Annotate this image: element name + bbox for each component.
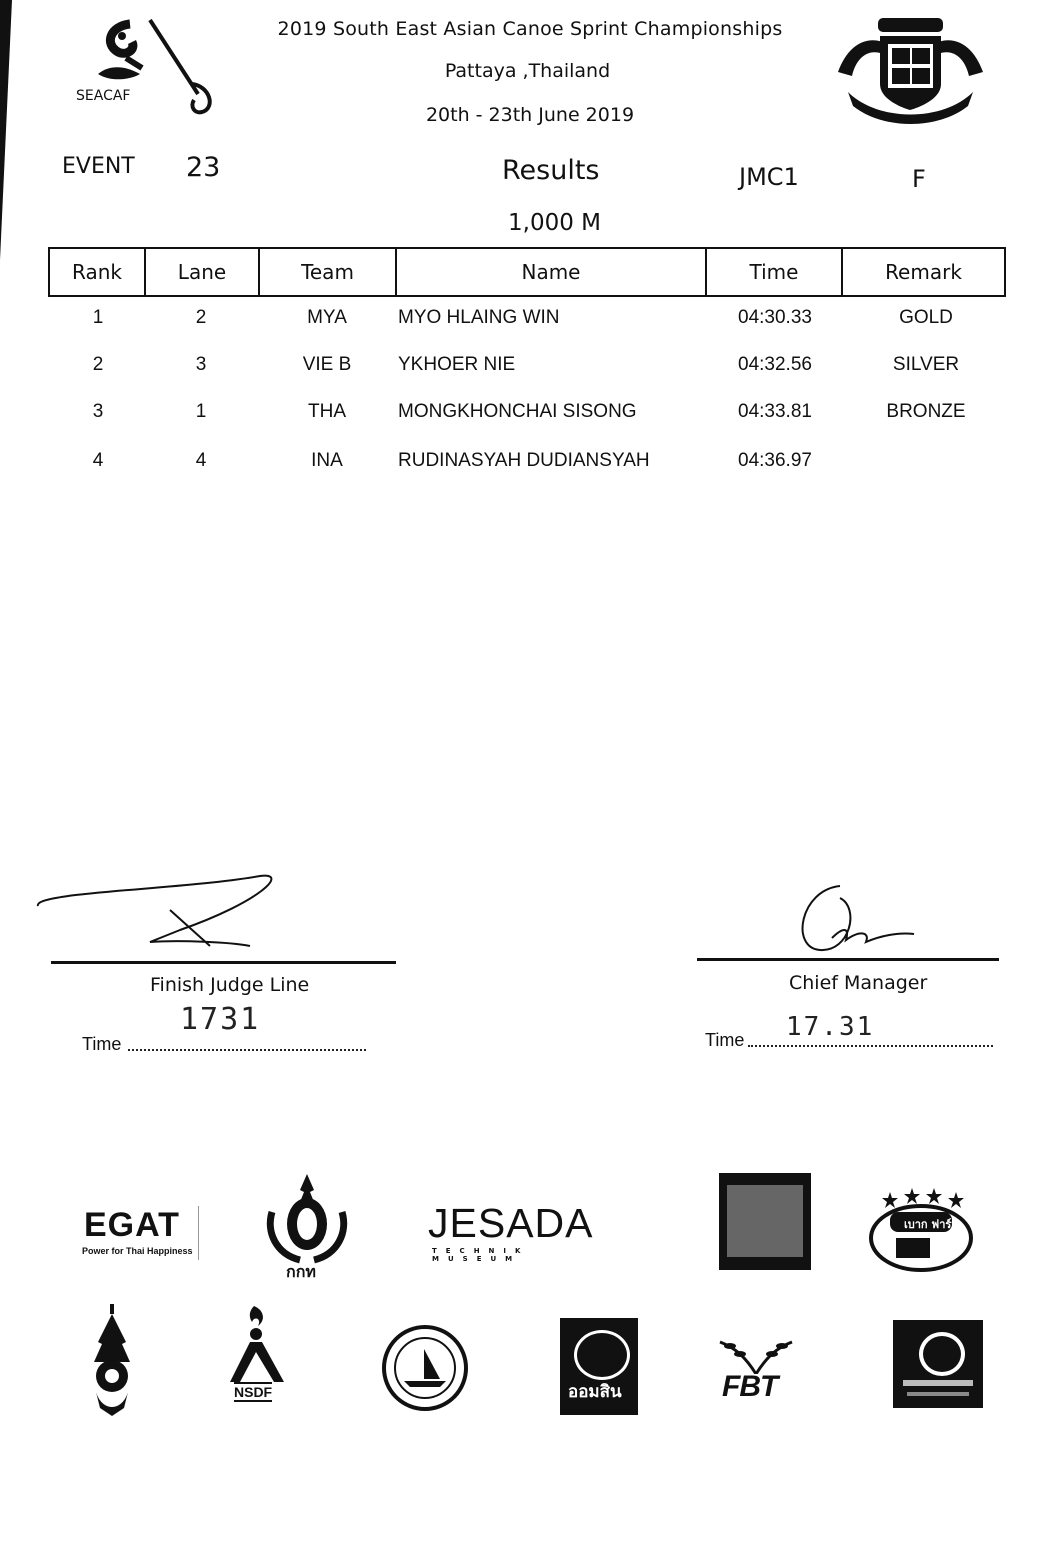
seacaf-logo-text: SEACAF <box>76 88 131 104</box>
event-distance: 1,000 M <box>508 210 601 236</box>
cell-rank: 4 <box>92 450 104 471</box>
cell-lane: 1 <box>195 401 207 422</box>
cell-rank: 1 <box>92 307 104 328</box>
cell-time: 04:36.97 <box>738 450 812 471</box>
finish-judge-time-value: 1731 <box>180 1002 261 1037</box>
chief-manager-time-dots <box>748 1045 993 1047</box>
seacaf-emblem-icon <box>70 14 230 124</box>
table-row <box>0 401 1053 431</box>
kbank-caption-bar-2 <box>907 1392 969 1396</box>
crest-icon <box>828 14 993 126</box>
cell-lane: 2 <box>195 307 207 328</box>
cell-remark: BRONZE <box>886 401 966 422</box>
results-title: Results <box>502 155 600 186</box>
omsin-bank-logo <box>560 1318 638 1415</box>
finish-judge-label: Finish Judge Line <box>150 974 310 996</box>
egat-name: EGAT <box>84 1206 180 1244</box>
farm-name: เบาก ฟาร์ม <box>904 1218 959 1231</box>
cell-rank: 3 <box>92 401 104 422</box>
finish-judge-time-dots <box>128 1049 366 1051</box>
col-header-time: Time <box>706 248 842 296</box>
event-label: EVENT <box>62 154 135 179</box>
event-number: 23 <box>186 152 221 183</box>
seacaf-logo <box>70 14 230 124</box>
results-table-header <box>48 247 1006 297</box>
thai-sports-authority-logo <box>262 1172 352 1282</box>
event-round: F <box>912 165 926 193</box>
venue-text: Pattaya ,Thailand <box>444 60 611 82</box>
table-row <box>0 307 1053 337</box>
fbt-laurel-icon <box>716 1334 796 1374</box>
finish-judge-time-label: Time <box>82 1034 122 1054</box>
fbt-logo <box>716 1334 796 1406</box>
dates-text: 20th - 23th June 2019 <box>425 104 635 126</box>
egat-tagline: Power for Thai Happiness <box>82 1246 193 1256</box>
jesada-name: JESADA <box>428 1200 594 1246</box>
sponsor-square-1-image <box>727 1185 803 1257</box>
col-header-rank: Rank <box>49 248 145 296</box>
cell-name: RUDINASYAH DUDIANSYAH <box>398 450 650 471</box>
chief-manager-label: Chief Manager <box>789 972 928 994</box>
cell-lane: 3 <box>195 354 207 375</box>
cell-name: MONGKHONCHAI SISONG <box>398 401 637 422</box>
navy-emblem-icon <box>86 1304 138 1416</box>
cell-time: 04:30.33 <box>738 307 812 328</box>
nsdf-torch-icon <box>214 1304 302 1384</box>
thai-mark-text: กกท <box>286 1264 316 1281</box>
cell-team: INA <box>311 450 343 471</box>
chief-manager-signature <box>780 878 920 958</box>
harbour-seal-icon <box>382 1325 468 1411</box>
col-header-name: Name <box>396 248 706 296</box>
omsin-name: ออมสิน <box>568 1382 622 1402</box>
page-edge-shadow <box>0 0 12 260</box>
omsin-emblem-icon <box>574 1330 630 1380</box>
finish-judge-line <box>51 961 396 964</box>
cell-name: MYO HLAING WIN <box>398 307 560 328</box>
chief-manager-time-value: 17.31 <box>786 1012 875 1042</box>
cell-team: VIE B <box>302 354 352 375</box>
jesada-logo <box>428 1200 598 1263</box>
finish-judge-signature <box>30 862 290 957</box>
cell-remark: SILVER <box>892 354 960 375</box>
cell-rank: 2 <box>92 354 104 375</box>
col-header-lane: Lane <box>145 248 259 296</box>
championship-title: 2019 South East Asian Canoe Sprint Championships <box>277 18 783 40</box>
garuda-emblem-icon <box>262 1172 352 1264</box>
fbt-name: FBT <box>722 1370 778 1403</box>
kbank-emblem-icon <box>919 1332 965 1376</box>
cell-remark: GOLD <box>899 307 953 328</box>
chief-manager-time-label: Time <box>705 1030 745 1050</box>
thai-federation-crest <box>828 14 993 126</box>
table-row <box>0 354 1053 384</box>
jesada-sub: TECHNIK MUSEUM <box>432 1247 530 1263</box>
cell-name: YKHOER NIE <box>398 354 516 375</box>
farm-logo <box>868 1186 974 1276</box>
table-row <box>0 450 1053 480</box>
nsdf-name: NSDF <box>234 1384 273 1400</box>
egat-logo <box>76 1206 199 1260</box>
harbour-seal-logo <box>382 1325 468 1411</box>
cell-lane: 4 <box>195 450 207 471</box>
chief-manager-line <box>697 958 999 961</box>
sponsor-black-square-1 <box>719 1173 811 1270</box>
event-class: JMC1 <box>739 163 799 191</box>
cell-team: MYA <box>307 307 347 328</box>
col-header-team: Team <box>259 248 396 296</box>
kbank-caption-bar <box>903 1380 973 1386</box>
cell-time: 04:33.81 <box>738 401 812 422</box>
col-header-remark: Remark <box>842 248 1005 296</box>
nsdf-logo <box>214 1304 302 1428</box>
navy-emblem-logo <box>86 1304 138 1416</box>
cell-team: THA <box>308 401 346 422</box>
cell-time: 04:32.56 <box>738 354 812 375</box>
kasikorn-bank-logo <box>893 1320 983 1408</box>
